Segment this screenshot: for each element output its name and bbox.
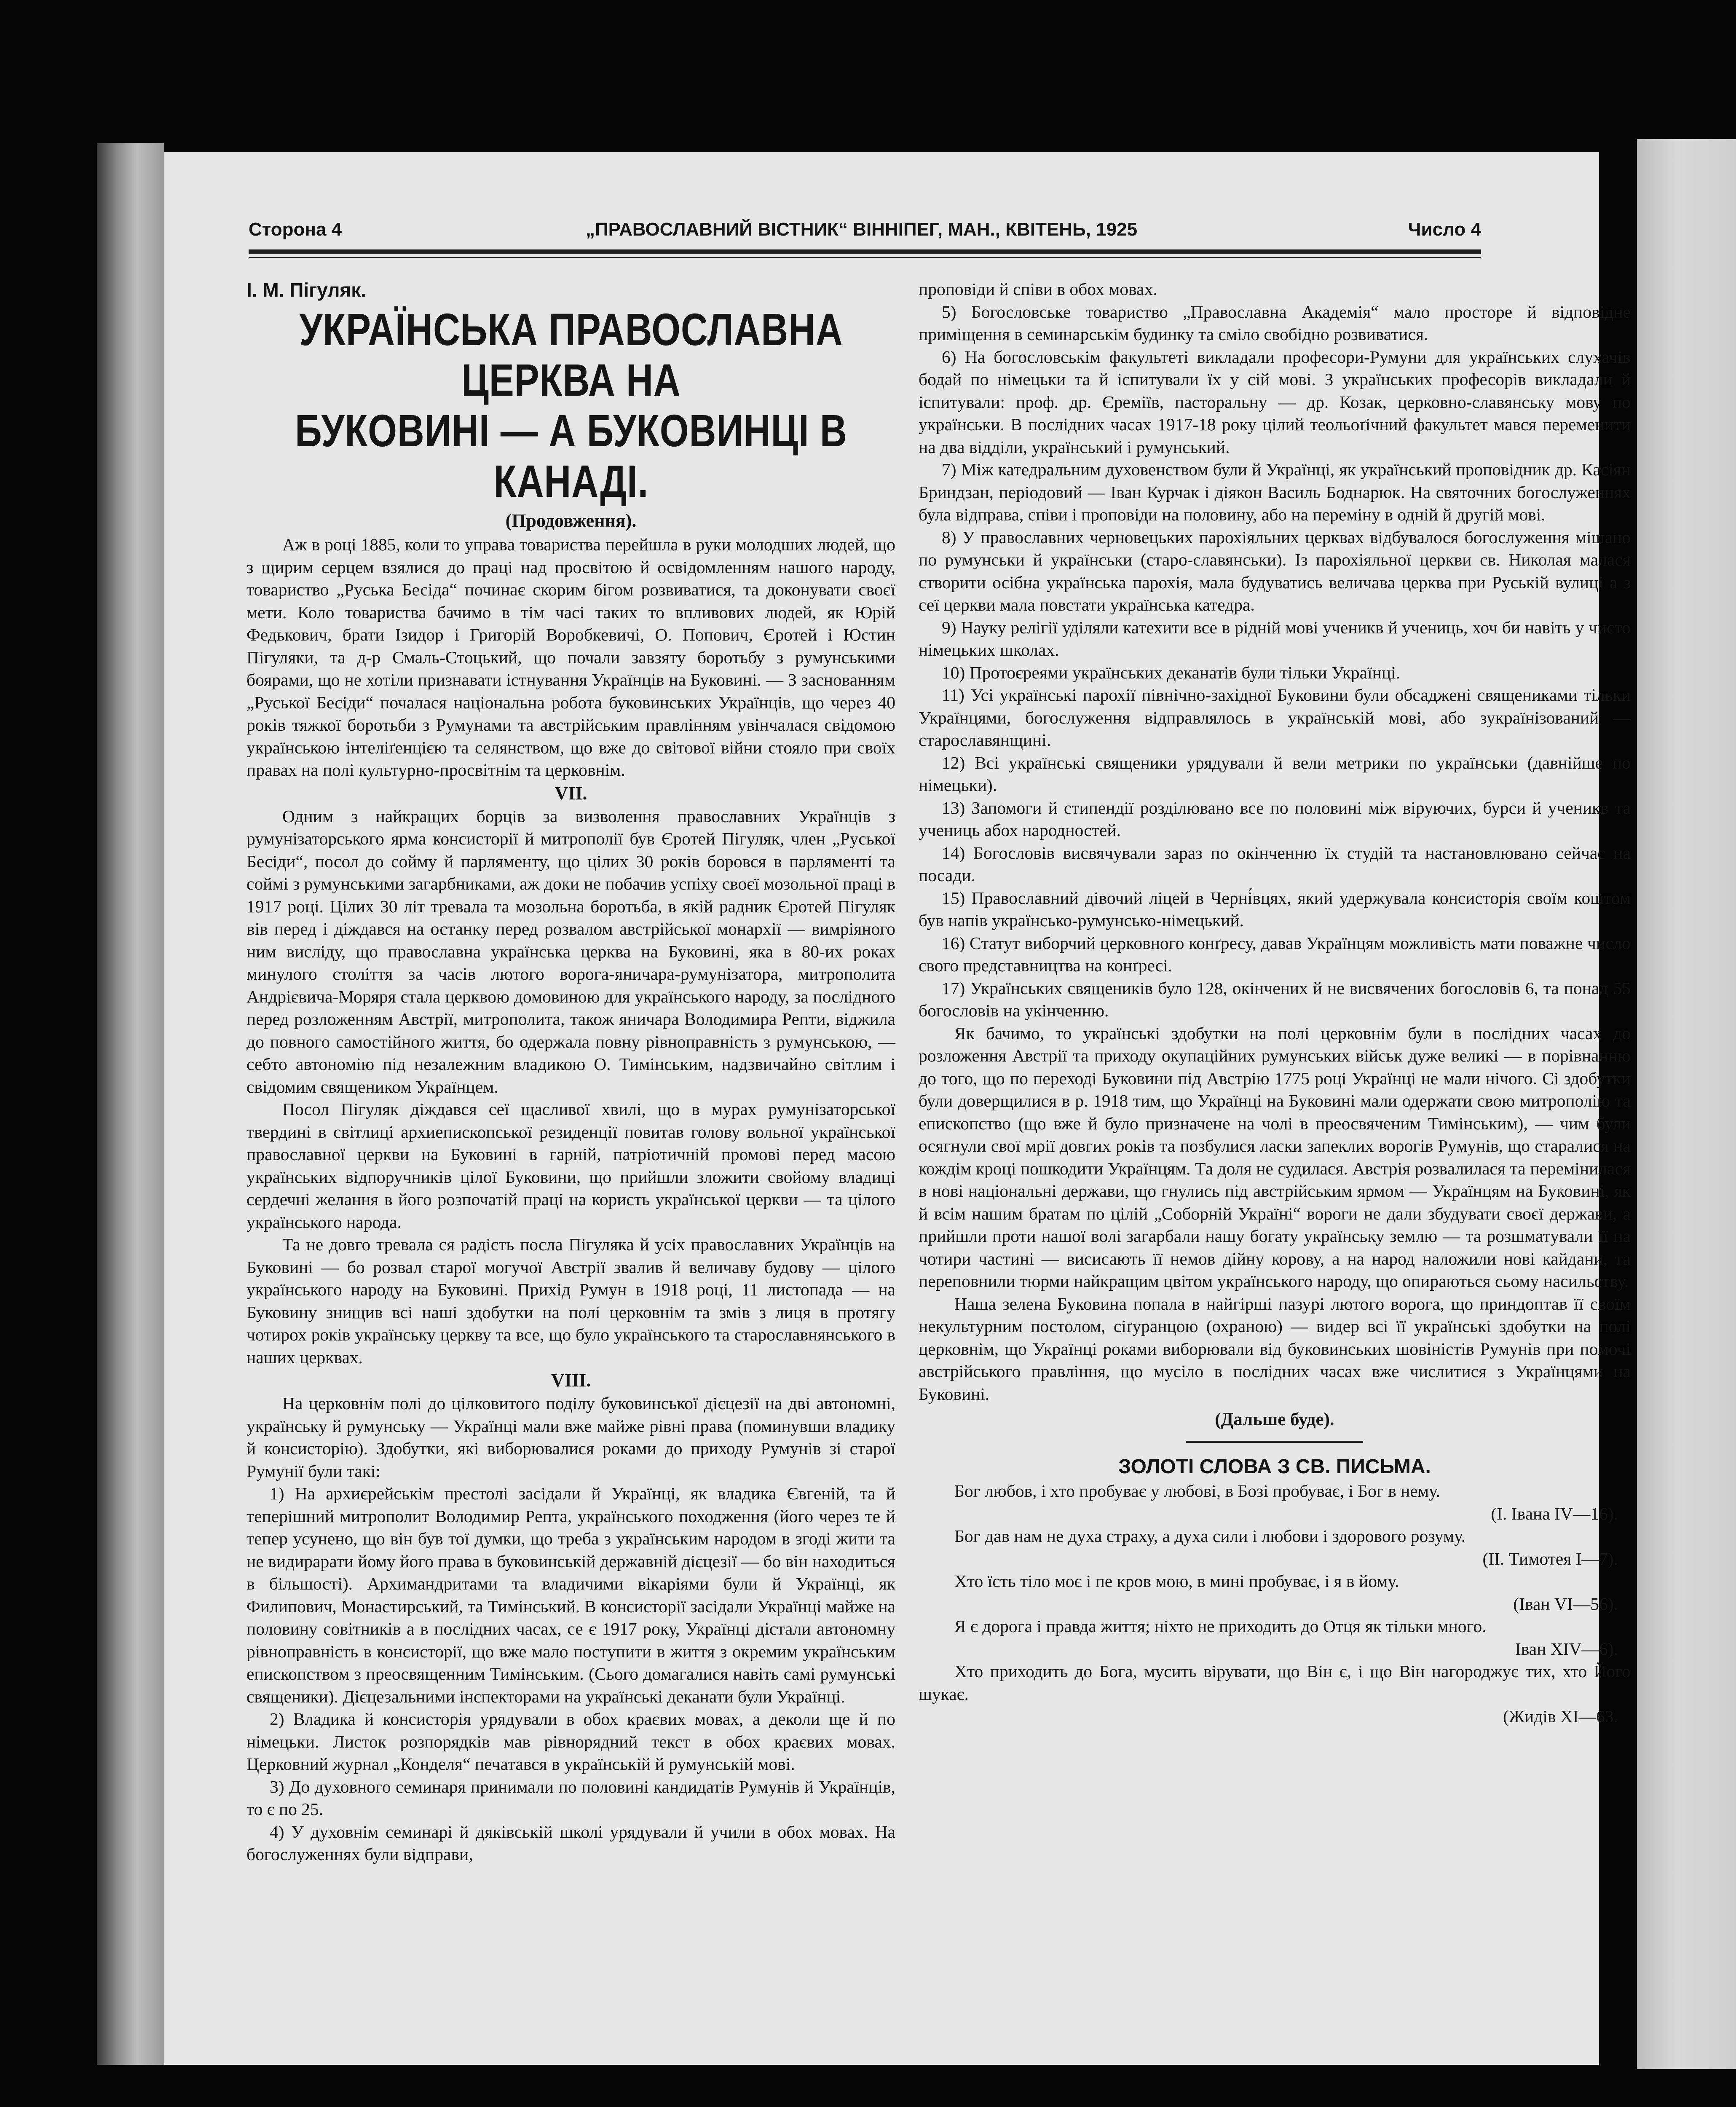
article-paragraph: Та не довго тревала ся радість посла Пігуляка й усіх православних Українців на Буковині — бо розвал старої могучої Австрії звалив й величаву будову — цілого українського народу на Буковині. Прихід Румун в 1918 році, 11 листопада — на Буковину знищив всі наші здобутки на полі церковнім та змів з лиця в протягу чотирох років українську церкву та все, що було українського та старославнянського в наших церквах. <box>246 1235 895 1367</box>
list-item: 5) Богословське товариство „Православна Академія“ мало просторе й відповідне приміщення в семинарськім будинку та сміло свобідно розвиватися. <box>919 302 1631 344</box>
quote-reference: Іван XIV—6). <box>1515 1639 1618 1659</box>
quote-reference: (ІІ. Тимотея І—7). <box>1482 1549 1618 1568</box>
scripture-quote <box>919 1525 1631 1570</box>
quote-text: Я є дорога і правда життя; ніхто не приходить до Отця як тільки много. <box>954 1616 1487 1636</box>
facing-page-edge <box>1637 139 1736 2069</box>
article-paragraph: Наша зелена Буковина попала в найгірші пазурі лютого ворога, що приндоптав її своїм некультурним постолом, сіґуранцою (охраною) — видер всі її українські здобутки на полі церковнім, що Українці роками виборювали від буковинських шовіністів Румунів при помочі австрійського правління, що мусіло в послідних часах вже числитися з Українцями на Буковині. <box>919 1294 1631 1404</box>
running-head <box>249 219 1481 253</box>
achievements-list-left <box>246 1482 895 1866</box>
scripture-quote <box>919 1660 1631 1728</box>
right-column <box>919 278 1631 1728</box>
quote-text: Хто їсть тіло моє і пе кров мою, в мині пробуває, і я в йому. <box>954 1571 1399 1591</box>
list-item: 13) Запомоги й стипендії розділювано все по половині між віруючих, бурси й ученикв та учениць абох народностей. <box>919 798 1631 840</box>
list-item: 6) На богословськім факультеті викладали професори-Румуни для українських слухачів бодай по німецьки та й іспитували їх у сій мові. З українських професорів викладали й іспитували: проф. др. Єреміїв, пасторальну — др. Козак, церковно-славянську мову по українськи. В послідних часах 1917-18 року цілий теольоґічний факультет мався переменити на два відділи, український і румунський. <box>919 347 1631 457</box>
quote-reference: (Іван VI—56). <box>1513 1594 1618 1614</box>
article-paragraph: Аж в році 1885, коли то управа товариства перейшла в руки молодших людей, що з щирим серцем взялися до праці над просвітою й освідомленням нашого народу, товариство „Руська Бесіда“ починає скорим бігом розвиватися, та доконувати своєї мети. Коло товариства бачимо в тім часі таких то впливових людей, як Юрій Федькович, брати Ізидор і Григорій Воробкевичі, О. Попович, Єротей і Юстин Пігуляки, та д-р Смаль-Стоцький, що почали завзяту боротьбу з румунськими боярами, що не хотіли признавати істнування Українців на Буковині. — З заснованням „Руської Бесіди“ почалася національна робота буковинських Українців, що через 40 років тяжкої боротьби з Румунами та австрійським правлінням увінчалася свідомою українською інтеліґенцією та селянством, що вже до світової війни стояло при своїх правах на полі культурно-просвітнім та церковнім. <box>246 535 895 780</box>
article-paragraph: проповіди й співи в обох мовах. <box>919 279 1157 299</box>
section-number: VII. <box>555 783 587 804</box>
article-paragraph: Як бачимо, то українські здобутки на полі церковнім були в послідних часах до розложення Австрії та приходу окупаційних румунських військ дуже великі — в порівнанню до того, що по переході Буковини під Австрію 1775 році Українці не мали нічого. Сі здобутки були доверщилися в р. 1918 тим, що Українці на Буковині мали одержати свою митрополію та епископство (що вже й було призначене на чолі в преосвяченим Тимінським), — чим були осягнули свої мрії довгих років та позбулися ласки запеклих ворогів Румунів, що старалися на кождім кроці пошкодити Українцям. Та доля не судилася. Австрія розвалилася та перемінилася в нові національні держави, що гнулись під австрійським ярмом — Українцям на Буковині, як й всім нашим братам по цілій „Соборній Україні“ вороги не дали збудувати своєї держави, а прийшли проти нашої волі загарбали нашу богату українську землю — та розшматували її на чотири частині — висисають її немов дійну корову, а на народ наложили нові кайдани, та переповнили тюрми найкращим цвітом українського народу, що опираються сьому насильству. <box>919 1023 1631 1291</box>
article-author: І. М. Пігуляк. <box>246 279 367 301</box>
to-be-continued: (Дальше буде). <box>1215 1410 1334 1429</box>
issue-number: Число 4 <box>1408 219 1481 240</box>
list-item: 9) Науку релігії уділяли катехити все в рідній мові ученикв й учениць, хоч би навіть у чисто німецьких школах. <box>919 617 1631 659</box>
quote-text: Бог дав нам не духа страху, а духа сили і любови і здорового розуму. <box>954 1526 1466 1546</box>
article-headline <box>246 304 896 507</box>
scripture-quote <box>919 1615 1631 1660</box>
list-item: 7) Між катедральним духовенством були й Українці, як український проповідник др. Касіян Бриндзан, періодовий — Іван Курчак і діякон Василь Боднарюк. На святочних богослуженнях була відправа, співи і проповіди на половину, або на переміну в одній й другій мові. <box>919 460 1631 524</box>
golden-words-title: ЗОЛОТІ СЛОВА З СВ. ПИСЬМА. <box>1118 1456 1431 1478</box>
quote-text: Хто приходить до Бога, мусить вірувати, що Він є, і що Він нагороджує тих, хто Його шукає. <box>919 1662 1631 1704</box>
scripture-quote <box>919 1570 1631 1615</box>
continued-label: (Продовження). <box>505 510 637 531</box>
page-number: Сторона 4 <box>249 219 342 240</box>
quote-reference: (Жидів XI—63. <box>1503 1707 1618 1726</box>
list-item: 15) Православний дівочий ліцей в Черні́вцях, який удержувала консисторія своїм коштом був напів українсько-румунсько-німецький. <box>919 888 1631 930</box>
left-column <box>246 278 895 1866</box>
article-paragraph: Посол Пігуляк діждався сеї щасливої хвилі, що в мурах румунізаторської твердині в світлиці архиепископської резиденції повитав голову вольної української православної церкви на Буковині в гарній, патріотичній промові перед масою українських відпоручників цілої Буковини, що прийшли зложити свойому владиці сердечні желання в його розпочатій праці на користь української церкви — та цілого українського народа. <box>246 1099 895 1232</box>
list-item: 16) Статут виборчий церковного конґресу, давав Українцям можливість мати поважне число свого представництва на конґресі. <box>919 933 1631 975</box>
quote-reference: (І. Івана IV—16). <box>1491 1504 1618 1523</box>
header-rule <box>249 249 1481 254</box>
newspaper-page <box>164 152 1631 2065</box>
book-spine-pages <box>97 143 164 2065</box>
list-item: 11) Усі українські парохії північно-західної Буковини були обсаджені священиками тільки Українцями, богослуження відправлялось в українській мові, або зукраїнізований — старославянщині. <box>919 685 1631 750</box>
headline-line-1: УКРАЇНСЬКА ПРАВОСЛАВНА ЦЕРКВА НА <box>299 304 843 405</box>
list-item: 4) У духовнім семинарі й дяківській школі урядували й учили в обох мовах. На богослуженнях були відправи, <box>246 1822 895 1864</box>
masthead-title: „ПРАВОСЛАВНИЙ ВІСТНИК“ ВІННІПЕГ, МАН., КВІТЕНЬ, 1925 <box>586 219 1138 240</box>
list-item: 17) Українських священиків було 128, окінчених й не висвячених богословів 6, та понад 55 богословів на укінченню. <box>919 978 1631 1020</box>
article-paragraph: Одним з найкращих борців за визволення православних Українців з румунізаторського ярма консисторії й митрополії був Єротей Пігуляк, член „Руської Бесіди“, посол до сойму й парляменту, що цілих 30 років боровся в парляменті та соймі з румунськими загарбниками, аж доки не побачив успіху своєї мозольної праці в 1917 році. Цілих 30 літ тревала та мозольна боротьба, в якій радник Єротей Пігуляк вів перед і діждався на останку перед розвалом австрійської монархії — вимріяного ним висліду, що православна українська церква на Буковині, яка в 80-их роках минулого століття за часів лютого ворога-яничара-румунізатора, митрополита Андрієвича-Моряря стала церквою домовиною для українського народу, за послідного перед розложенням Австрії, митрополита, також яничара Володимира Репти, віджила до повного самостійного життя, бо одержала повну рівноправність з румунською, — себто автономію під незалежним владикою О. Тимінським, надзвичайно світлим і свідомим священиком Українцем. <box>246 806 895 1096</box>
list-item: 10) Протоєреями українських деканатів були тільки Українці. <box>942 662 1400 682</box>
quote-text: Бог любов, і хто пробуває у любові, в Бозі пробуває, і Бог в нему. <box>954 1481 1441 1501</box>
article-paragraph: На церковнім полі до цілковитого поділу буковинської дієцезії на дві автономні, українську й румунську — Українці мали вже майже рівні права (поминувши владику й консисторію). Здобутки, які виборювалися роками до приходу Румунів зі старої Румунії були такі: <box>246 1394 895 1481</box>
scripture-quote <box>919 1480 1631 1525</box>
header-rule-thin <box>249 257 1481 258</box>
list-item: 2) Владика й консисторія урядували в обох краєвих мовах, а деколи ще й по німецьки. Листок розпорядків мав рівнорядний текст в обох краєвих мовах. Церковний журнал „Конделя“ печатався в українській й румунській мові. <box>246 1709 895 1774</box>
list-item: 1) На архиєрейськім престолі засідали й Українці, як владика Євгеній, та й теперішний митрополит Володимир Репта, українського походження (його через те й тепер усунено, що він був тої думки, що треба з українським народом в згоді жити та не видирарати йому його права в буковинській державній дієцезії — бо він находиться в більшості). Архимандритами та владичими вікаріями були й Українці, як Филипович, Монастирський, та Тимінський. В консисторії засідали Українці майже на половину совітників а в послідних часах, се є 1917 року, Українці дістали автономну рівноправність в консисторії, що вже мало поступити в життя з окремим українським епископством з преосвященним Тимінським. (Сього домагалися навіть самі румунські священики). Дієцезальними інспекторами на українські деканати були Українці. <box>246 1484 895 1706</box>
list-item: 12) Всі українські священики урядували й вели метрики по українськи (давнійше по німецьки). <box>919 753 1631 795</box>
list-item: 3) До духовного семинаря принимали по половині кандидатів Румунів й Українців, то є по 25. <box>246 1777 895 1819</box>
headline-line-2: БУКОВИНІ — А БУКОВИНЦІ В КАНАДІ. <box>295 405 847 507</box>
list-item: 8) У православних черновецьких парохіяльних церквах відбувалося богослуження мішано по румунськи й українськи (старо-славянськи). Із парохіяльної церкви св. Николая малася створити осібна українська парохія, мала будуватись величава церква при Руській вулиці а з сеї церкви мала повстати українська катедра. <box>919 527 1631 614</box>
section-divider <box>1186 1441 1363 1443</box>
list-item: 14) Богословів висвячували зараз по окінченню їх студій та настановлювано сейчас на посади. <box>919 843 1631 885</box>
section-number: VIII. <box>551 1370 591 1391</box>
achievements-list-right <box>919 301 1631 1022</box>
